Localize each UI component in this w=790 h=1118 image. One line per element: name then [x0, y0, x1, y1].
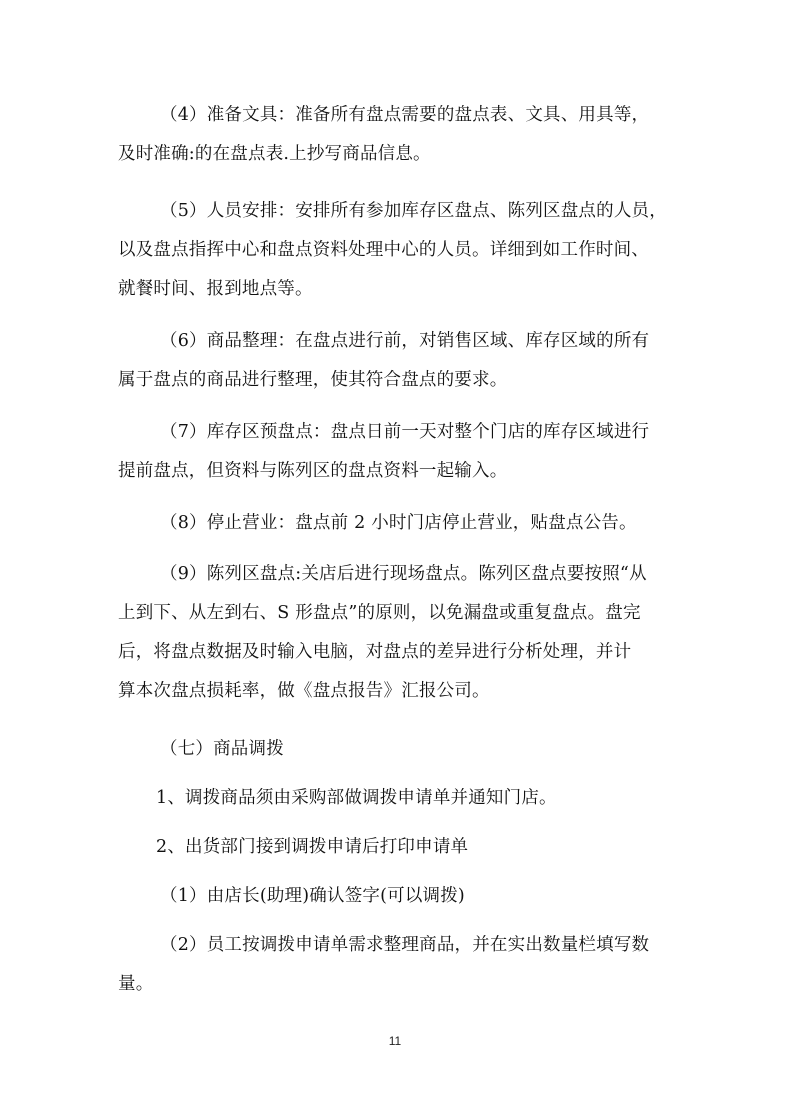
paragraph-line: 提前盘点，但资料与陈列区的盘点资料一起输入。	[118, 461, 508, 481]
paragraph-stop-business	[118, 504, 678, 543]
paragraph-line: （2）员工按调拨申请单需求整理商品，并在实出数量栏填写数	[160, 935, 650, 955]
paragraph-line: 算本次盘点损耗率，做《盘点报告》汇报公司。	[118, 681, 490, 701]
paragraph-line: （1）由店长(助理)确认签字(可以调拨)	[160, 886, 465, 906]
paragraph-line: 1、调拨商品须由采购部做调拨申请单并通知门店。	[156, 788, 557, 808]
paragraph-line: 以及盘点指挥中心和盘点资料处理中心的人员。详细到如工作时间、	[118, 240, 649, 260]
paragraph-line: （4）准备文具：准备所有盘点需要的盘点表、文具、用具等，	[160, 105, 650, 125]
paragraph-staff-arrangement	[118, 192, 678, 309]
paragraph-pre-count	[118, 413, 678, 491]
paragraph-line: （8）停止营业：盘点前 2 小时门店停止营业，贴盘点公告。	[160, 513, 637, 533]
paragraph-line: 量。	[118, 974, 154, 994]
paragraph-line: 2、出货部门接到调拨申请后打印申请单	[156, 837, 469, 857]
paragraph-line: 上到下、从左到右、S 形盘点”的原则，以免漏盘或重复盘点。盘完	[118, 603, 641, 623]
paragraph-line: 属于盘点的商品进行整理，使其符合盘点的要求。	[118, 370, 508, 390]
paragraph-line: （9）陈列区盘点:关店后进行现场盘点。陈列区盘点要按照“从	[160, 564, 647, 584]
sub-item-staff-organize	[118, 926, 678, 1004]
page-number: 11	[388, 1034, 402, 1048]
paragraph-line: 及时准确:的在盘点表.上抄写商品信息。	[118, 144, 431, 164]
paragraph-prepare-stationery	[118, 96, 678, 174]
section-heading-transfer	[118, 730, 678, 769]
list-item-shipping-department	[118, 828, 678, 867]
list-item-transfer-request	[118, 779, 678, 818]
sub-item-manager-signature	[118, 877, 678, 916]
paragraph-line: （5）人员安排：安排所有参加库存区盘点、陈列区盘点的人员，	[160, 201, 667, 221]
paragraph-display-count	[118, 555, 678, 711]
paragraph-line: 就餐时间、报到地点等。	[118, 279, 313, 299]
paragraph-goods-arrangement	[118, 322, 678, 400]
section-heading-line: （七）商品调拨	[160, 739, 284, 759]
paragraph-line: 后，将盘点数据及时输入电脑，对盘点的差异进行分析处理，并计	[118, 642, 632, 662]
paragraph-line: （6）商品整理：在盘点进行前，对销售区域、库存区域的所有	[160, 331, 650, 351]
paragraph-line: （7）库存区预盘点：盘点日前一天对整个门店的库存区域进行	[160, 422, 650, 442]
